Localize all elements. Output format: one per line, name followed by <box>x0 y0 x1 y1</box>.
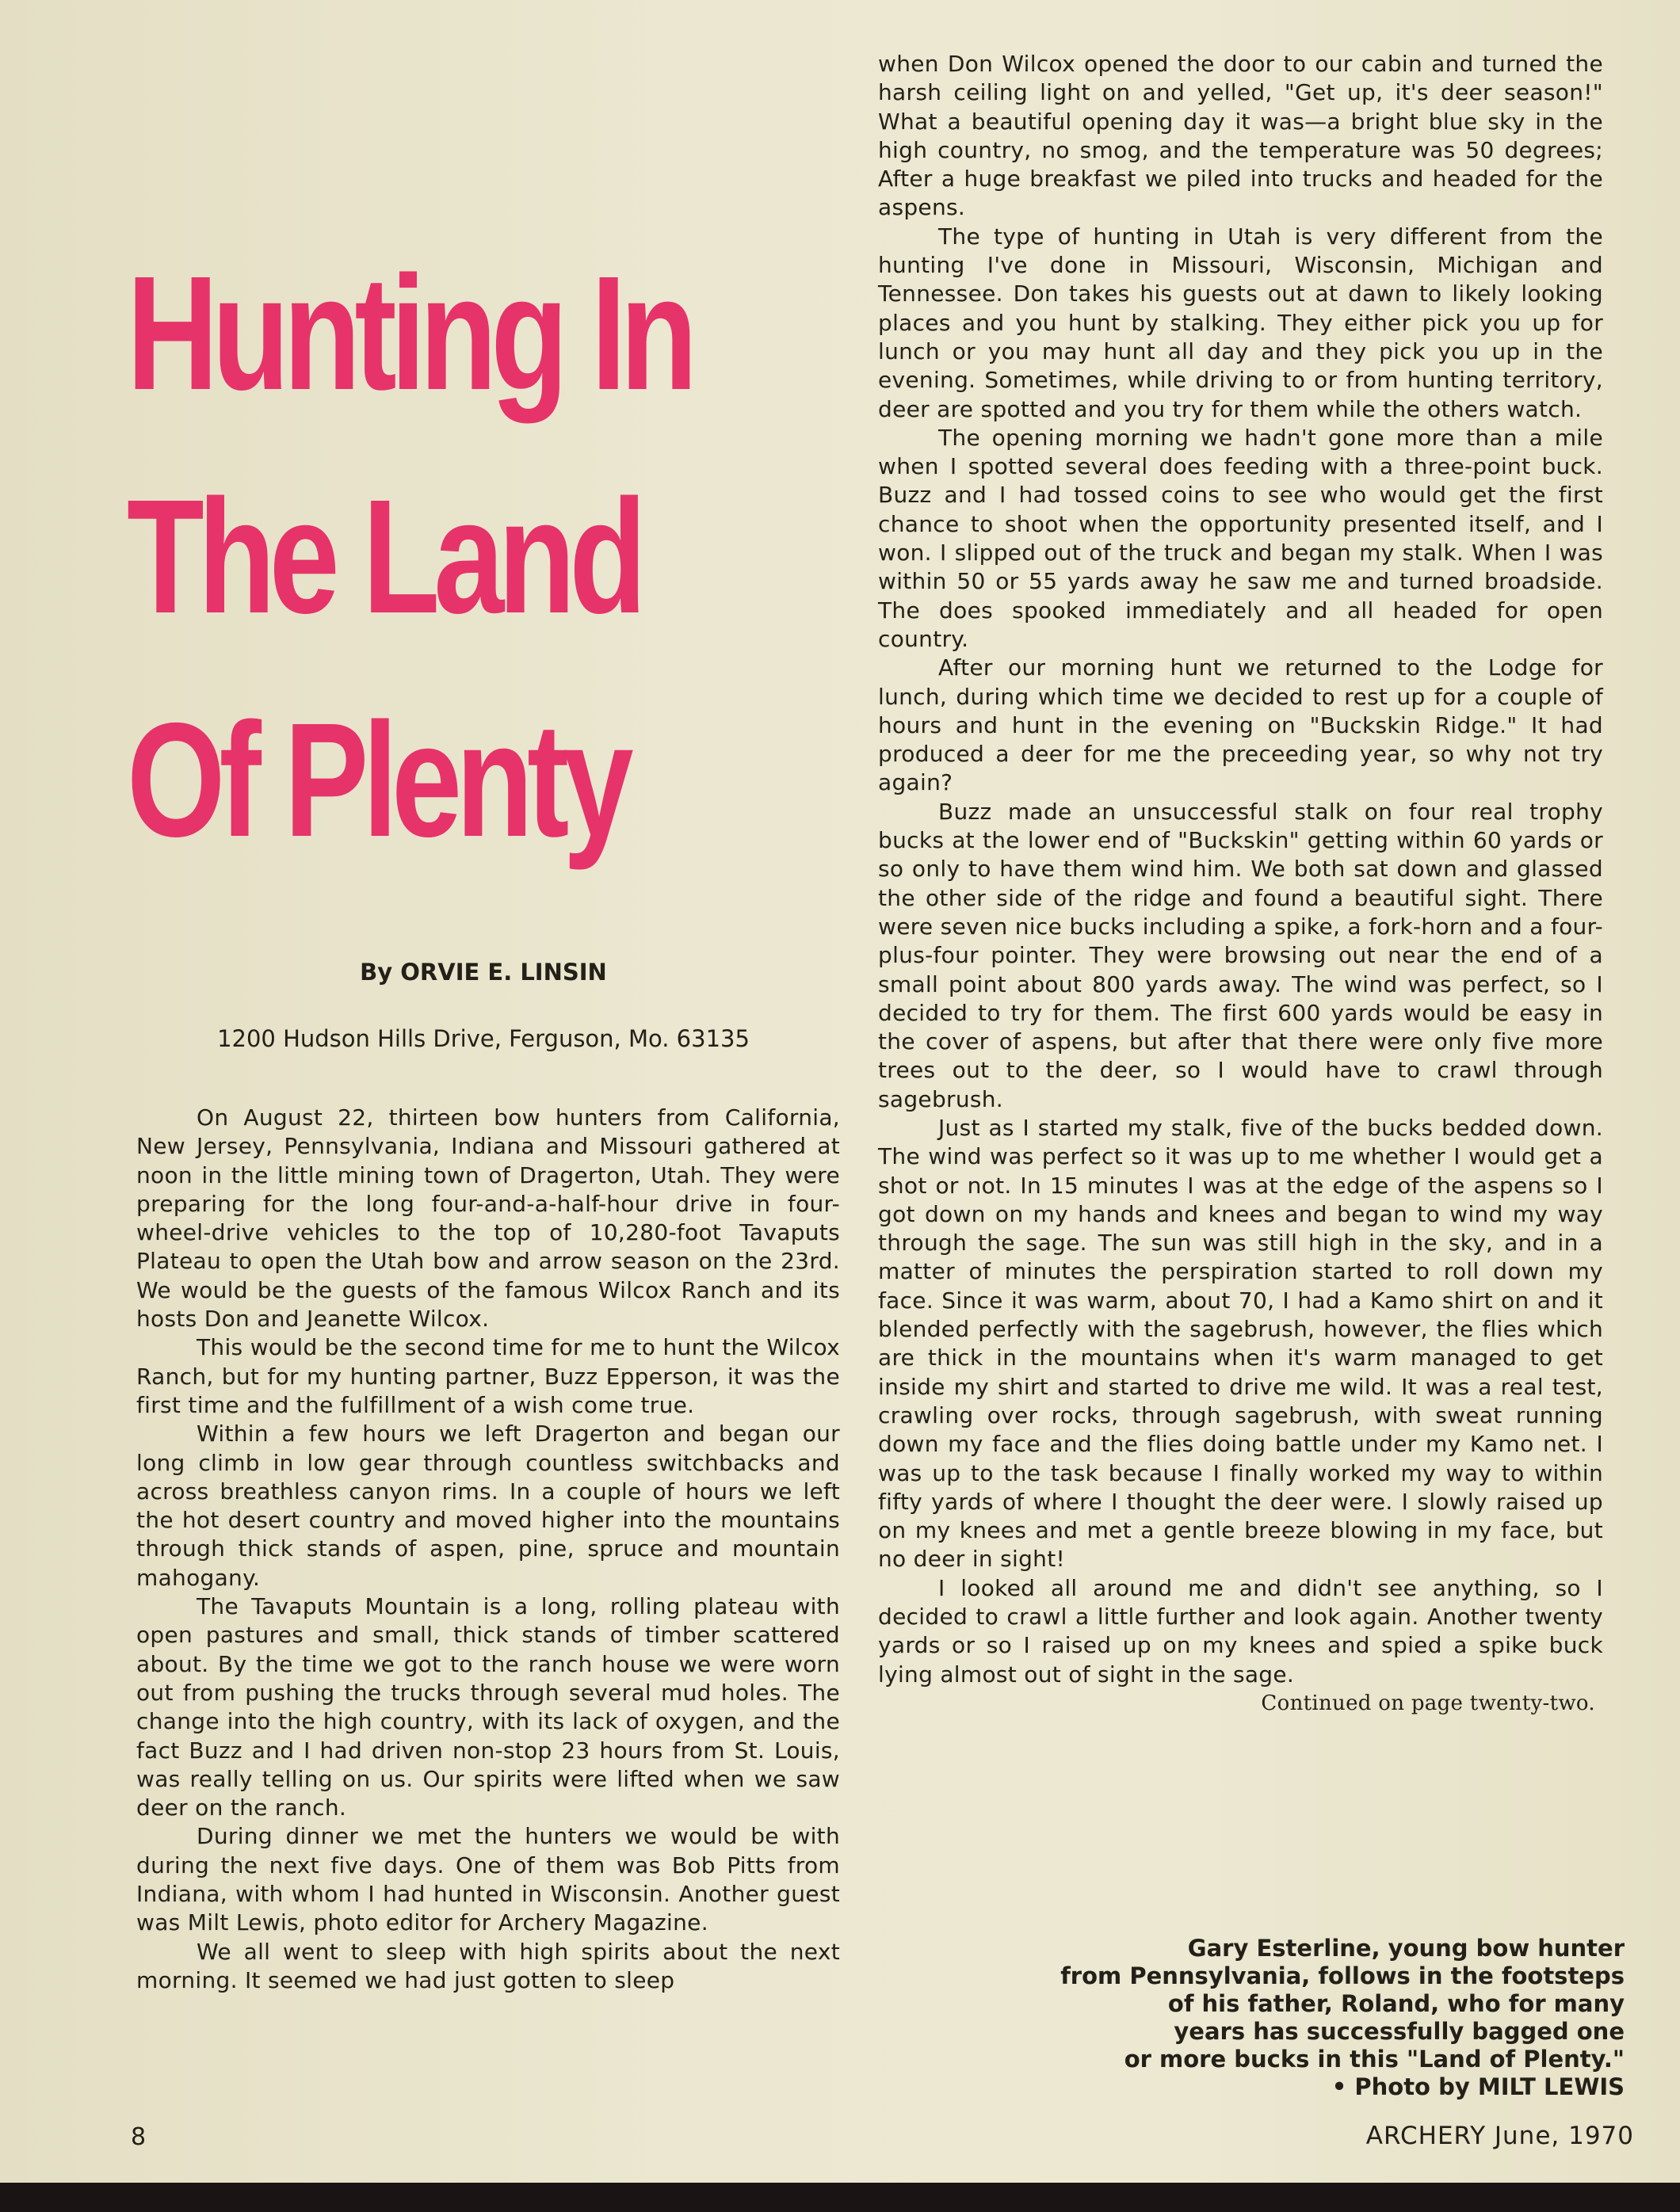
caption-line: or more bucks in this "Land of Plenty." <box>1124 2046 1625 2073</box>
author-address: 1200 Hudson Hills Drive, Ferguson, Mo. 63135 <box>217 1025 750 1052</box>
article-column-right <box>878 50 1603 1718</box>
article-paragraph: The type of hunting in Utah is very different from the hunting I've done in Missouri, Wisconsin, Michigan and Tennessee. Don takes his guests out at dawn to likely looking places and you hunt by stalking. They either pick you up for lunch or you may hunt all day and they pick you up in the evening. Sometimes, while driving to or from hunting territory, deer are spotted and you try for them while the others watch. <box>878 223 1603 422</box>
article-paragraph: Just as I started my stalk, five of the bucks bedded down. The wind was perfect so it was up to me whether I would get a shot or not. In 15 minutes I was at the edge of the aspens so I got down on my hands and knees and began to wind my way through the sage. The sun was still high in the sky, and in a matter of minutes the perspiration started to roll down my face. Since it was warm, about 70, I had a Kamo shirt on and it blended perfectly with the sagebrush, however, the flies which are thick in the mountains when it's warm managed to get inside my shirt and started to drive me wild. It was a real test, crawling over rocks, through sagebrush, with sweat running down my face and the flies doing battle under my Kamo net. I was up to the task because I finally worked my way to within fifty yards of where I thought the deer were. I slowly raised up on my knees and met a gentle breeze blowing in my face, but no deer in sight! <box>878 1114 1603 1573</box>
article-paragraph: During dinner we met the hunters we would be with during the next five days. One of them was Bob Pitts from Indiana, with whom I had hunted in Wisconsin. Another guest was Milt Lewis, photo editor for Archery Magazine. <box>136 1823 840 1936</box>
article-column-left <box>136 1104 840 1995</box>
article-paragraph: We all went to sleep with high spirits about the next morning. It seemed we had just gotten to sleep <box>136 1938 840 1993</box>
continued-note: Continued on page twenty-two. <box>1261 1691 1595 1715</box>
article-paragraph: This would be the second time for me to hunt the Wilcox Ranch, but for my hunting partner, Buzz Epperson, it was the first time and the fulfillment of a wish come true. <box>136 1334 840 1418</box>
caption-photo-credit: • Photo by MILT LEWIS <box>1331 2073 1625 2100</box>
headline-line-2: The Land <box>127 466 641 647</box>
article-paragraph: On August 22, thirteen bow hunters from California, New Jersey, Pennsylvania, Indiana and Missouri gathered at noon in the little mining town of Dragerton, Utah. They were preparing for the long four-and-a-half-hour drive in four-wheel-drive vehicles to the top of 10,280-foot Tavaputs Plateau to open the Utah bow and arrow season on the 23rd. We would be the guests of the famous Wilcox Ranch and its hosts Don and Jeanette Wilcox. <box>136 1104 840 1333</box>
headline-line-1: Hunting In <box>127 242 692 424</box>
article-paragraph: The Tavaputs Mountain is a long, rolling plateau with open pastures and small, thick stands of timber scattered about. By the time we got to the ranch house we were worn out from pushing the trucks through several mud holes. The change into the high country, with its lack of oxygen, and the fact Buzz and I had driven non-stop 23 hours from St. Louis, was really telling on us. Our spirits were lifted when we saw deer on the ranch. <box>136 1593 840 1821</box>
scan-edge-band <box>0 2183 1680 2212</box>
article-headline <box>127 222 692 892</box>
headline-line-3: Of Plenty <box>127 689 628 871</box>
caption-line: of his father, Roland, who for many <box>1167 1990 1625 2017</box>
author-byline: By ORVIE E. LINSIN <box>360 959 607 986</box>
caption-line: Gary Esterline, young bow hunter <box>1187 1935 1625 1962</box>
article-paragraph: I looked all around me and didn't see anything, so I decided to crawl a little further and look again. Another twenty yards or so I raised up on my knees and spied a spike buck lying almost out of sight in the sage. <box>878 1574 1603 1688</box>
photo-caption <box>1030 1935 1625 2101</box>
article-paragraph: Buzz made an unsuccessful stalk on four real trophy bucks at the lower end of "Buckskin" getting within 60 yards or so only to have them wind him. We both sat down and glassed the other side of the ridge and found a beautiful sight. There were seven nice bucks including a spike, a fork-horn and a four-plus-four pointer. They were browsing out near the end of a small point about 800 yards away. The wind was perfect, so I decided to try for them. The first 600 yards would be easy in the cover of aspens, but after that there were only five more trees out to the deer, so I would have to crawl through sagebrush. <box>878 798 1603 1112</box>
article-paragraph: Within a few hours we left Dragerton and began our long climb in low gear through countless switchbacks and across breathless canyon rims. In a couple of hours we left the hot desert country and moved higher into the mountains through thick stands of aspen, pine, spruce and mountain mahogany. <box>136 1421 840 1591</box>
magazine-issue-footer: ARCHERY June, 1970 <box>1365 2122 1634 2150</box>
caption-line: from Pennsylvania, follows in the footsteps <box>1060 1962 1625 1989</box>
article-paragraph-continuation: when Don Wilcox opened the door to our cabin and turned the harsh ceiling light on and yelled, "Get up, it's deer season!" What a beautiful opening day it was—a bright blue sky in the high country, no smog, and the temperature was 50 degrees; After a huge breakfast we piled into trucks and headed for the aspens. <box>878 51 1603 221</box>
article-paragraph: The opening morning we hadn't gone more than a mile when I spotted several does feeding with a three-point buck. Buzz and I had tossed coins to see who would get the first chance to shoot when the opportunity presented itself, and I won. I slipped out of the truck and began my stalk. When I was within 50 or 55 yards away he saw me and turned broadside. The does spooked immediately and all headed for open country. <box>878 424 1603 652</box>
caption-line: years has successfully bagged one <box>1174 2018 1625 2045</box>
article-paragraph: After our morning hunt we returned to the Lodge for lunch, during which time we decided to rest up for a couple of hours and hunt in the evening on "Buckskin Ridge." It had produced a deer for me the preceeding year, so why not try again? <box>878 654 1603 796</box>
page-number: 8 <box>131 2123 147 2151</box>
